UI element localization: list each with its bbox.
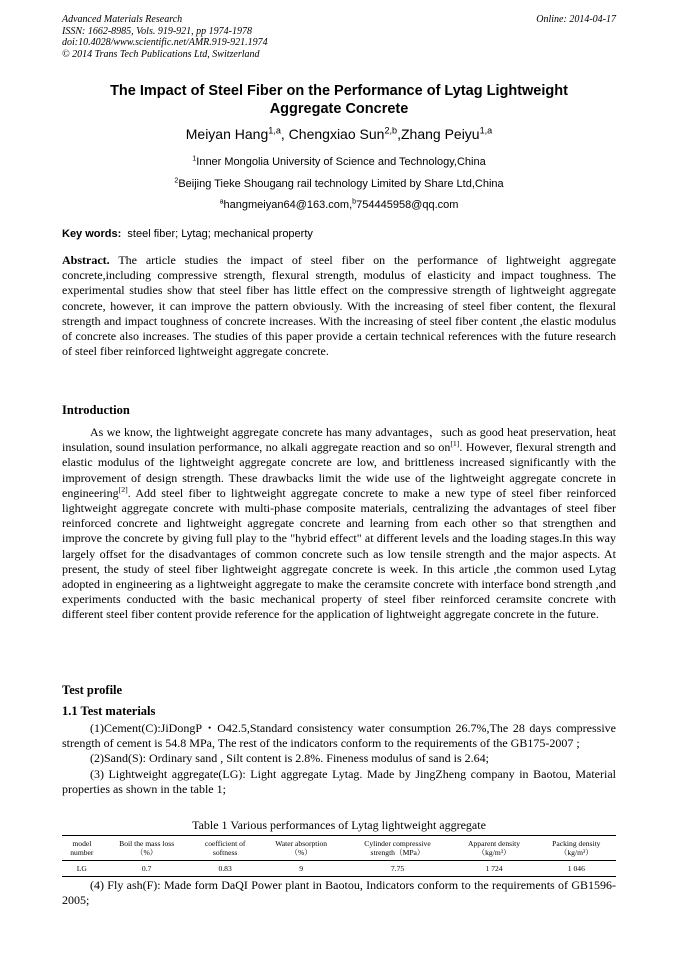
paper-title <box>62 82 616 118</box>
table-cell: 0.7 <box>102 861 192 877</box>
keywords-text: steel fiber; Lytag; mechanical property <box>127 228 313 240</box>
title-line-1: The Impact of Steel Fiber on the Performance of Lytag Lightweight <box>110 83 568 99</box>
copyright-line: © 2014 Trans Tech Publications Ltd, Switzerland <box>62 48 260 60</box>
author-name: ,Zhang Peiyu <box>397 126 480 142</box>
email-superscript: b <box>352 197 357 206</box>
material-item-fly-ash <box>62 878 616 908</box>
column-header: Boil the mass loss （%） <box>102 836 192 861</box>
column-header: Apparent density （kg/m³） <box>451 836 536 861</box>
author-superscript: 1,a <box>479 125 493 136</box>
author-name: Meiyan Hang <box>185 126 269 142</box>
doi-line: doi:10.4028/www.scientific.net/AMR.919-921.1974 <box>62 37 268 48</box>
column-header: Packing density （kg/m³） <box>537 836 616 861</box>
issn-line: ISSN: 1662-8985, Vols. 919-921, pp 1974-1978 <box>62 25 252 37</box>
title-line-2: Aggregate Concrete <box>269 101 409 117</box>
email-line <box>62 198 616 212</box>
affiliation-text: Beijing Tieke Shougang rail technology Limited by Share Ltd,China <box>178 178 504 190</box>
table-row <box>62 861 616 877</box>
material-item-lightweight-aggregate: (3) Lightweight aggregate(LG): Light aggregate Lytag. Made by JingZheng company in Baotou, Material properties as shown in the table 1; <box>62 766 616 796</box>
abstract-text: The article studies the impact of steel fiber on the performance of lightweight aggregate concrete,including compressive strength, flexural strength, modulus of elasticity and impact toughness. The experimental studies show that steel fiber has little effect on the compressive strength of lightweight aggregate concrete, however, it can improve the pattern obviously. With the increasing of steel fiber content, the flexural strength and impact toughness of concrete increases. With the increasing of steel fiber content ,the elastic modulus of concrete also increases. The studies of this paper provide a certain technical references with the future research of steel fiber reinforced lightweight aggregate concrete. <box>62 253 616 359</box>
online-date: Online: 2014-04-17 <box>536 14 616 25</box>
affiliation-1 <box>62 155 616 169</box>
column-header: model number <box>62 836 102 861</box>
abstract <box>62 253 616 359</box>
email-a: hangmeiyan64@163.com, <box>223 199 353 211</box>
column-header: Water absorption （%） <box>259 836 344 861</box>
column-header: coefficient of softness <box>192 836 259 861</box>
intro-text: As we know, the lightweight aggregate concrete has many advantages，such as good heat preservation, heat insulation, sound insulation performance, no alkali aggregate reaction and so on <box>62 425 616 455</box>
journal-header <box>62 14 268 60</box>
email-b: 754445958@qq.com <box>356 199 459 211</box>
intro-text: . Add steel fiber to lightweight aggregate concrete to make a new type of steel fiber reinforced lightweight aggregate concrete with multi-phase composite materials, centralizing the advantages of steel fiber reinforced concrete and lightweight aggregate concrete and learning from each other so that strengthen and improve the concrete by giving full play to the "hybrid effect" at different levels and the loading stages.In this way largely offset for the disadvantages of common concrete such as low tensile strength and the major aspects. At present, the study of steel fiber lightweight aggregate concrete is week. In this article ,the common used Lytag adopted in engineering as a lightweight aggregate to make the ceramsite concrete with interface bond strength ,and experiments conducted with the basic mechanical property of steel fiber reinforced ceramsite concrete with different steel fiber content provide reference for the application of lightweight aggregate concrete in the future. <box>62 485 616 622</box>
introduction-paragraph <box>62 425 616 623</box>
table-cell: LG <box>62 861 102 877</box>
table-cell: 9 <box>259 861 344 877</box>
author-superscript: 1,a <box>268 125 281 136</box>
keywords <box>62 227 313 241</box>
table-cell: 1 724 <box>451 861 536 877</box>
column-header: Cylinder compressive strength（MPa） <box>344 836 452 861</box>
test-materials-list <box>62 721 616 797</box>
author-list <box>62 125 616 143</box>
section-heading-introduction: Introduction <box>62 403 130 417</box>
material-item-fly-ash-text: (4) Fly ash(F): Made form DaQI Power plant in Baotou, Indicators conform to the requirements of GB1596-2005; <box>62 878 616 908</box>
table-cell: 7.75 <box>344 861 452 877</box>
intro-text: . However, flexural strength and elastic modulus of the lightweight aggregate concrete are low, and brittleness increased significantly with the improvement of design strength. These drawbacks limit the wide use of the lightweight aggregate concrete in engineering <box>62 440 616 500</box>
affiliation-text: Inner Mongolia University of Science and Technology,China <box>196 156 486 168</box>
table-lytag-performance <box>62 835 616 877</box>
journal-name: Advanced Materials Research <box>62 14 183 25</box>
email-superscript: a <box>219 197 224 206</box>
table-cell: 1 046 <box>537 861 616 877</box>
citation-ref: [2] <box>118 484 128 494</box>
affiliation-2 <box>62 177 616 191</box>
keywords-label: Key words: <box>62 228 122 240</box>
material-item-sand: (2)Sand(S): Ordinary sand , Silt content is 2.8%. Fineness modulus of sand is 2.64; <box>90 751 489 766</box>
table-cell: 0.83 <box>192 861 259 877</box>
table-caption: Table 1 Various performances of Lytag lightweight aggregate <box>192 818 486 832</box>
author-superscript: 2,b <box>384 125 398 136</box>
table-header-row <box>62 836 616 861</box>
subsection-heading-test-materials: 1.1 Test materials <box>62 704 156 718</box>
material-item-cement: (1)Cement(C):JiDongP・O42.5,Standard consistency water consumption 26.7%,The 28 days compressive strength of cement is 54.8 MPa, The rest of the indicators conform to the requirements of the GB175-2007 ; <box>62 721 616 751</box>
affiliation-superscript: 2 <box>174 176 179 185</box>
section-heading-test-profile: Test profile <box>62 683 123 697</box>
citation-ref: [1] <box>450 439 460 449</box>
author-name: , Chengxiao Sun <box>280 126 385 142</box>
affiliation-superscript: 1 <box>192 154 197 163</box>
abstract-label: Abstract. <box>62 253 110 267</box>
